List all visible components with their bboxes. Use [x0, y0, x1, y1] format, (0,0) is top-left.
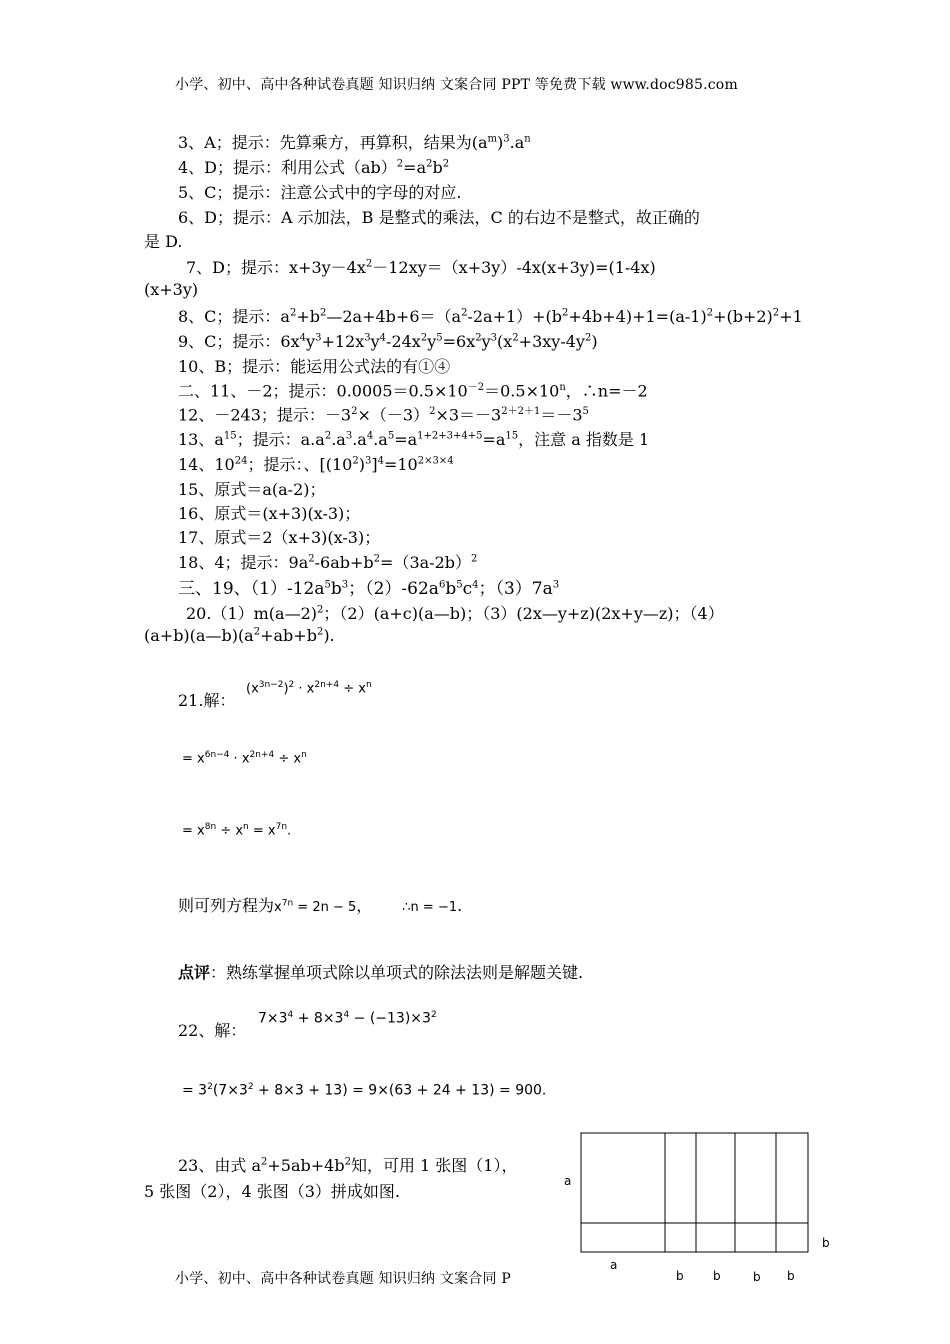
- answer-23: 23、由式 $a^2+5ab+4b^2$知，可用 1 张图（1），: [178, 1156, 518, 1175]
- answer-13: 13、$a^{15}$；提示：$a.a^2.a^3.a^4.a^5=a^{1+2+3+4+5}=a^{15}$，注意 a 指数是 1: [178, 430, 650, 449]
- answer-14: 14、$10^{24}$；提示：、$[(10^2)^3]^4=10^{2\times 3\times 4}$: [178, 455, 454, 474]
- label-b3: b: [753, 1270, 761, 1284]
- page-footer: 小学、初中、高中各种试卷真题 知识归纳 文案合同 P: [175, 1271, 511, 1287]
- eq22-line2: = $3^2(7\times 3^2 + 8\times 3 + 13) = 9\times(63 + 24 + 13) = 900$.: [182, 1082, 547, 1099]
- outer-rect: [581, 1133, 808, 1252]
- answer-23-cont: 5 张图（2），4 张图（3）拼成如图.: [144, 1182, 400, 1201]
- label-b1: b: [676, 1269, 684, 1283]
- tiling-diagram: [560, 1125, 840, 1285]
- label-b-right: b: [822, 1236, 830, 1250]
- answer-5: 5、C；提示：注意公式中的字母的对应.: [178, 183, 462, 202]
- label-a-bottom: a: [610, 1258, 618, 1272]
- answer-15: 15、原式＝a(a-2)；: [178, 480, 326, 499]
- answer-10: 10、B；提示：能运用公式法的有①④: [178, 357, 451, 376]
- answer-22-label: 22、解：: [178, 1021, 247, 1040]
- answer-21-equation: 则可列方程为$x^{7n} = 2n - 5$， ∴n = −1.: [178, 896, 463, 915]
- page-header: 小学、初中、高中各种试卷真题 知识归纳 文案合同 PPT 等免费下载 www.doc985.com: [175, 77, 738, 93]
- answer-20-cont: $(a+b)(a—b)(a^2+ab+b^2)$.: [144, 626, 335, 645]
- answer-8: 8、C；提示：$a^2+b^2—2a+4b+6=(a^2-2a+1)+(b^2+4b+4)+1=(a-1)^2+(b+2)^2+1$: [178, 307, 803, 326]
- answer-11: 二、11、－2；提示：$0.0005=0.5\times 10^{-2}=0.5\times 10^n$，∴n=－2: [178, 381, 648, 401]
- answer-16: 16、原式＝(x+3)(x-3)；: [178, 504, 361, 523]
- answer-7: 7、D；提示：$x+3y-4x^2-12xy=(x+3y)-4x(x+3y)=(1-4x)$: [186, 258, 656, 277]
- label-b2: b: [713, 1269, 721, 1283]
- answer-19: 三、19、$(1)-12a^5b^3$；$(2)-62a^6b^5c^4$；$(3)7a^3$: [178, 579, 560, 599]
- label-b4: b: [787, 1269, 795, 1283]
- answer-4: 4、D；提示：利用公式$(ab)^2=a^2b^2$: [178, 158, 450, 177]
- answer-7-cont: (x+3y): [144, 280, 199, 299]
- answer-6-cont: 是 D.: [144, 232, 183, 251]
- eq21-line1: $(x^{3n-2})^2 \cdot x^{2n+4} \div x^n$: [246, 680, 372, 697]
- answer-21-label: 21.解：: [178, 691, 236, 710]
- answer-18: 18、4；提示：$9a^2-6ab+b^2=(3a-2b)^2$: [178, 553, 478, 572]
- answer-20: 20.（1）m(a—2)$^2$；（2）(a+c)(a—b)；（3）(2x—y+z)(2x+y—z)；（4）: [186, 604, 724, 623]
- answer-3: 3、A；提示：先算乘方，再算积，结果为$(a^m)^3.a^n$: [178, 133, 531, 152]
- answer-12: 12、－243；提示：$-3^2\times(-3)^2\times 3=-3^{2+2+1}=-3^5$: [178, 405, 589, 425]
- comment: 点评：熟练掌握单项式除以单项式的除法法则是解题关键.: [178, 963, 584, 982]
- eq21-line3: = $x^{8n} \div x^n = x^{7n}$.: [182, 822, 292, 839]
- answer-6: 6、D；提示：A 示加法，B 是整式的乘法，C 的右边不是整式，故正确的: [178, 208, 700, 227]
- label-a-left: a: [564, 1174, 572, 1188]
- eq22-line1: $7\times 3^4 + 8\times 3^4 - (-13)\times 3^2$: [258, 1010, 437, 1027]
- eq21-line2: = $x^{6n-4} \cdot x^{2n+4} \div x^n$: [182, 750, 307, 767]
- answer-17: 17、原式＝2（x+3)(x-3)；: [178, 528, 381, 547]
- answer-9: 9、C；提示：$6x^4y^3+12x^3y^4-24x^2y^5=6x^2y^3(x^2+3xy-4y^2)$: [178, 332, 598, 351]
